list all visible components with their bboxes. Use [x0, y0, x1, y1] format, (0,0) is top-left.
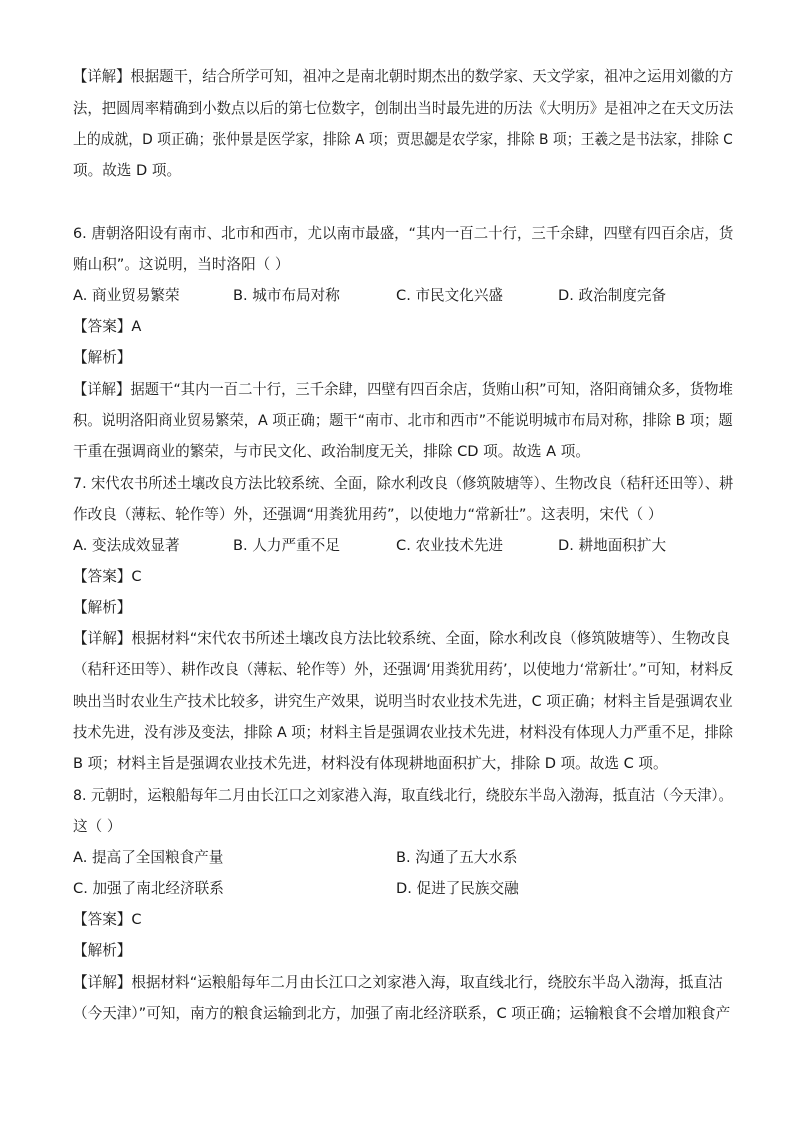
q6-detail-line-3: 干重在强调商业的繁荣，与市民文化、政治制度无关，排除 CD 项。故选 A 项。: [73, 443, 590, 460]
q7-detail-line-1: 【详解】根据材料“宋代农书所述土壤改良方法比较系统、全面，除水利改良（修筑陂塘等）、生物改良: [73, 630, 730, 647]
q8-option-b: B. 沟通了五大水系: [396, 849, 518, 866]
q7-stem-line-2: 作改良（薄耘、轮作等）外，还强调“用粪犹用药”，以使地力“常新壮”。这表明，宋代（ ）: [73, 506, 663, 523]
q8-option-c: C. 加强了南北经济联系: [73, 880, 224, 897]
q6-option-c: C. 市民文化兴盛: [396, 287, 504, 304]
q6-option-d: D. 政治制度完备: [558, 287, 667, 304]
q7-detail-line-4: 技术先进，没有涉及变法，排除 A 项；材料主旨是强调农业技术先进，材料没有体现人力严重不足，排除: [73, 724, 733, 741]
q5-detail-line-3: 上的成就，D 项正确；张仲景是医学家，排除 A 项；贾思勰是农学家，排除 B 项；王羲之是书法家，排除 C: [73, 131, 733, 148]
q8-answer: 【答案】C: [73, 911, 142, 928]
q7-detail-line-5: B 项；材料主旨是强调农业技术先进，材料没有体现耕地面积扩大，排除 D 项。故选 C 项。: [73, 755, 668, 772]
q7-option-d: D. 耕地面积扩大: [558, 537, 667, 554]
q6-answer: 【答案】A: [73, 318, 142, 335]
q6-option-b: B. 城市布局对称: [233, 287, 340, 304]
q6-option-a: A. 商业贸易繁荣: [73, 287, 180, 304]
q7-option-a: A. 变法成效显著: [73, 537, 180, 554]
q8-analysis-label: 【解析】: [73, 942, 132, 959]
q7-stem-line-1: 7. 宋代农书所述土壤改良方法比较系统、全面，除水利改良（修筑陂塘等）、生物改良（秸秆还田等）、耕: [73, 475, 734, 492]
q5-detail-line-1: 【详解】根据题干，结合所学可知，祖冲之是南北朝时期杰出的数学家、天文学家，祖冲之运用刘徽的方: [73, 68, 734, 85]
q8-option-a: A. 提高了全国粮食产量: [73, 849, 224, 866]
q7-option-c: C. 农业技术先进: [396, 537, 504, 554]
q8-detail-line-1: 【详解】根据材料“运粮船每年二月由长江口之刘家港入海，取直线北行，绕胶东半岛入渤海，抵直沽: [73, 974, 723, 991]
q7-detail-line-3: 映出当时农业生产技术比较多，讲究生产效果，说明当时农业技术先进，C 项正确；材料主旨是强调农业: [73, 693, 733, 710]
q6-detail-line-1: 【详解】据题干“其内一百二十行，三千余肆，四壁有四百余店，货贿山积”可知，洛阳商铺众多，货物堆: [73, 381, 733, 398]
q8-stem-line-1: 8. 元朝时，运粮船每年二月由长江口之刘家港入海，取直线北行，绕胶东半岛入渤海，抵直沽（今天津）。: [73, 787, 733, 804]
q6-analysis-label: 【解析】: [73, 349, 132, 366]
q8-option-d: D. 促进了民族交融: [396, 880, 519, 897]
q7-analysis-label: 【解析】: [73, 599, 132, 616]
q6-stem-line-1: 6. 唐朝洛阳设有南市、北市和西市，尤以南市最盛，“其内一百二十行，三千余肆，四壁有四百余店，货: [73, 225, 734, 242]
q5-detail-line-2: 法，把圆周率精确到小数点以后的第七位数字，创制出当时最先进的历法《大明历》是祖冲之在天文历法: [73, 100, 734, 117]
q6-detail-line-2: 积。说明洛阳商业贸易繁荣，A 项正确；题干“南市、北市和西市”不能说明城市布局对称，排除 B 项；题: [73, 412, 733, 429]
q5-detail-line-4: 项。故选 D 项。: [73, 162, 182, 179]
q7-option-b: B. 人力严重不足: [233, 537, 340, 554]
q7-answer: 【答案】C: [73, 568, 142, 585]
q6-stem-line-2: 贿山积”。这说明，当时洛阳（ ）: [73, 256, 290, 273]
q8-stem-line-2: 这（ ）: [73, 818, 122, 835]
q7-detail-line-2: （秸秆还田等）、耕作改良（薄耘、轮作等）外，还强调‘用粪犹用药’，以使地力‘常新壮’。”可知，材料反: [73, 661, 734, 678]
q8-detail-line-2: （今天津）”可知，南方的粮食运输到北方，加强了南北经济联系，C 项正确；运输粮食不会增加粮食产: [73, 1005, 731, 1022]
